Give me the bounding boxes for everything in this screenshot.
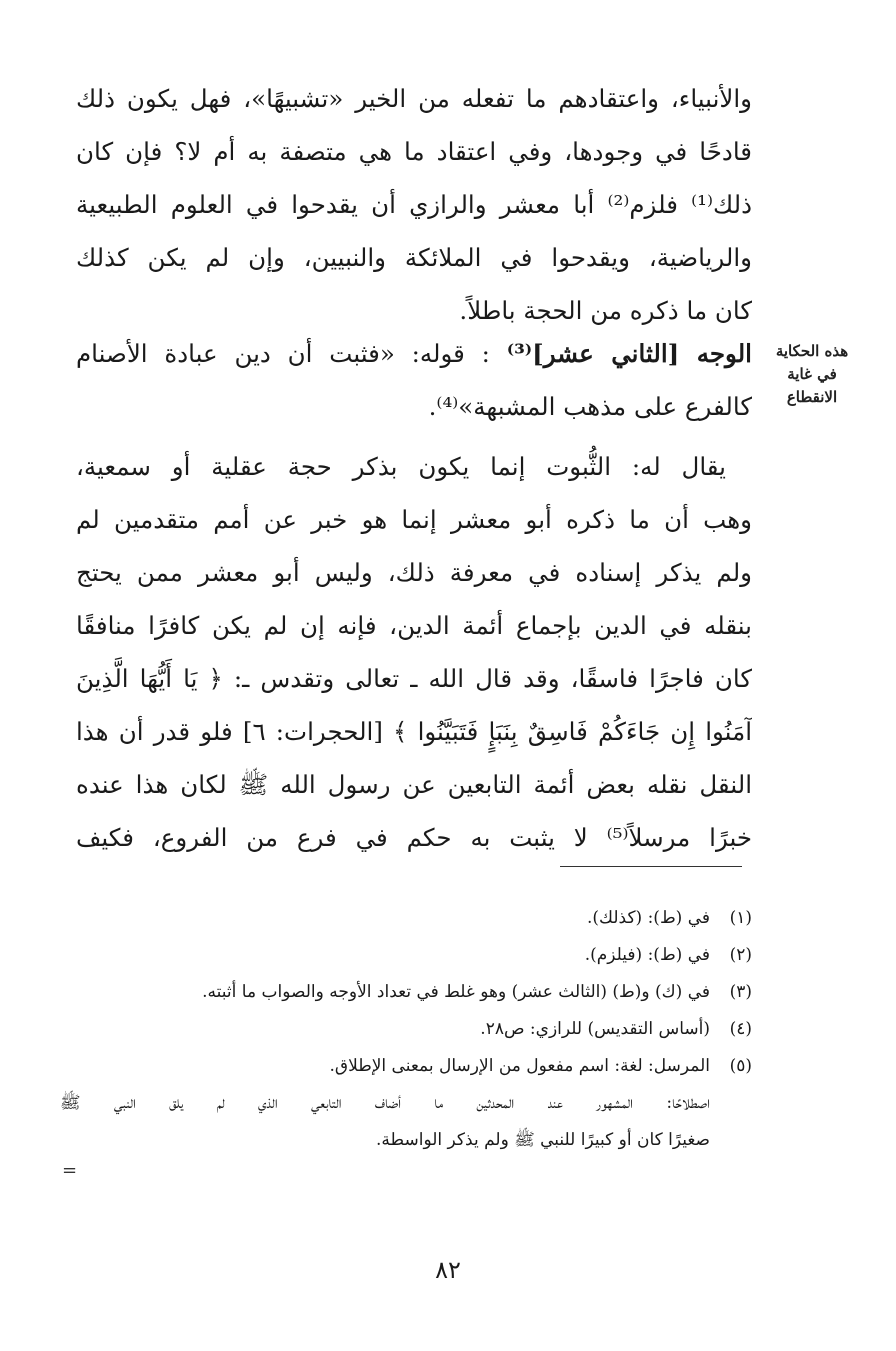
paragraph-3 <box>76 440 752 864</box>
margin-note-line: في غاية <box>787 365 837 383</box>
section-heading: الوجه [الثاني عشر]⁽³⁾ <box>506 339 752 368</box>
paragraph-2 <box>76 327 752 433</box>
text-line: يقال له: الثُّبوت إنما يكون بذكر حجة عقلية أو سمعية، <box>76 452 726 481</box>
footnote-4 <box>60 1011 752 1048</box>
text-line: ذلك⁽¹⁾ فلزم⁽²⁾ أبا معشر والرازي أن يقدحوا في العلوم الطبيعية <box>76 190 752 219</box>
page-number: ٨٢ <box>435 1256 461 1284</box>
continuation-mark: = <box>62 1160 78 1181</box>
text-line: النقل نقله بعض أئمة التابعين عن رسول الله ﷺ لكان هذا عنده <box>76 770 752 799</box>
margin-note-line: الانقطاع <box>786 388 838 406</box>
footnote-number: (٣) <box>729 982 752 1002</box>
footnote-2 <box>60 937 752 974</box>
footnote-text: في (ط): (كذلك). <box>586 908 710 928</box>
footnote-5 <box>60 1048 752 1085</box>
text-line: كان ما ذكره من الحجة باطلاً. <box>459 296 752 325</box>
text-line: بنقله في الدين بإجماع أئمة الدين، فإنه إن لم يكن كافرًا منافقًا <box>76 611 752 640</box>
footnote-1 <box>60 900 752 937</box>
footnote-3 <box>60 974 752 1011</box>
footnote-separator <box>560 866 742 867</box>
text-line: آمَنُوا إِن جَاءَكُمْ فَاسِقٌ بِنَبَإٍ فَتَبَيَّنُوا ﴾ [الحجرات: ٦] فلو قدر أن هذا <box>76 717 752 746</box>
text-line: وهب أن ما ذكره أبو معشر إنما هو خبر عن أمم متقدمين لم <box>76 505 752 534</box>
footnote-text: (أساس التقديس) للرازي: ص٢٨. <box>480 1019 710 1039</box>
text-line: كالفرع على مذهب المشبهة»⁽⁴⁾. <box>428 392 752 421</box>
footnote-number: (١) <box>729 908 752 928</box>
text-line: ولم يذكر إسناده في معرفة ذلك، وليس أبو معشر ممن يحتج <box>76 558 752 587</box>
text-line: والأنبياء، واعتقادهم ما تفعله من الخير «تشبيهًا»، فهل يكون ذلك <box>76 84 752 113</box>
footnote-number: (٥) <box>729 1056 752 1076</box>
footnote-number: (٤) <box>729 1019 752 1039</box>
footnote-text: المرسل: لغة: اسم مفعول من الإرسال بمعنى الإطلاق. <box>329 1056 710 1076</box>
text-line <box>76 327 752 380</box>
margin-note <box>774 340 850 409</box>
footnote-continuation: صغيرًا كان أو كبيرًا للنبي ﷺ ولم يذكر الواسطة. <box>376 1130 710 1150</box>
text-line: خبرًا مرسلاً⁽⁵⁾ لا يثبت به حكم في فرع من الفروع، فكيف <box>76 823 752 852</box>
heading-continuation: : قوله: «فثبت أن دين عبادة الأصنام <box>76 339 490 368</box>
footnote-number: (٢) <box>729 945 752 965</box>
text-line: والرياضية، ويقدحوا في الملائكة والنبيين، وإن لم يكن كذلك <box>76 243 752 272</box>
footnote-text: في (ك) و(ط) (الثالث عشر) وهو غلط في تعداد الأوجه والصواب ما أثبته. <box>202 982 710 1002</box>
text-line: كان فاجرًا فاسقًا، وقد قال الله ـ تعالى وتقدس ـ: ﴿ يَا أَيُّهَا الَّذِينَ <box>76 664 752 693</box>
footnotes <box>60 900 752 1159</box>
paragraph-1 <box>76 72 752 337</box>
footnote-continuation: اصطلاحًا: المشهور عند المحدثين ما أضاف التابعي الذي لم يلق النبي ﷺ <box>60 1093 710 1113</box>
footnote-text: في (ط): (فيلزم). <box>584 945 710 965</box>
margin-note-line: هذه الحكاية <box>775 342 849 360</box>
text-line: قادحًا في وجودها، وفي اعتقاد ما هي متصفة به أم لا؟ فإن كان <box>76 137 752 166</box>
